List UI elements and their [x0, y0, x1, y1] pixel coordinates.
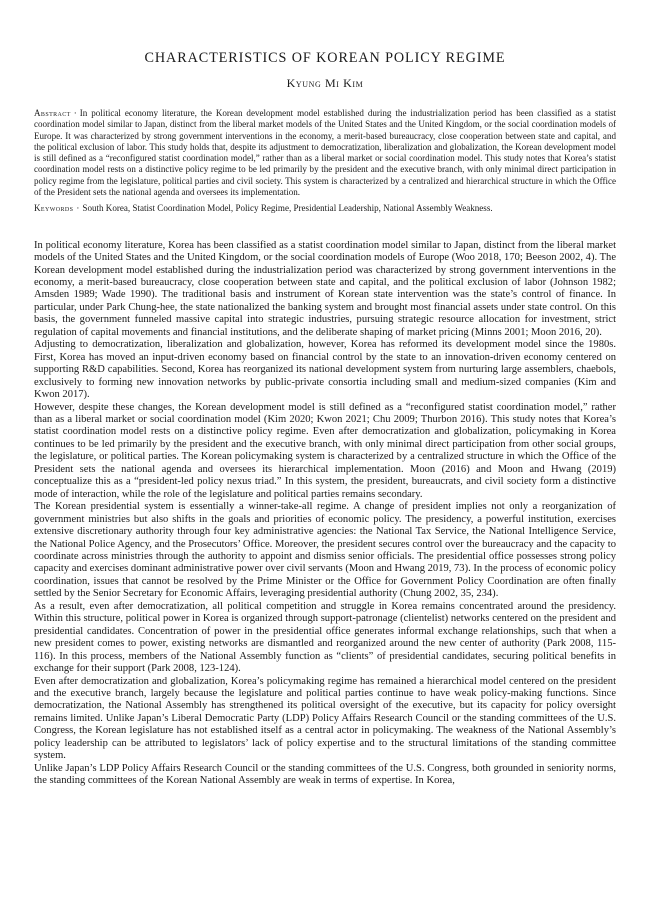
keywords-separator: · [76, 203, 80, 214]
abstract [34, 108, 616, 198]
body-paragraph: However, despite these changes, the Korean development model is still defined as a “reconfigured statist coordination model,” rather than as a liberal market or social coordination model (Kim 2020; Kwon 2021; Chu 2009; Thurbon 2016). This study notes that Korea’s statist coordination model rests on a distinctive policy regime. Even after democratization and globalization, policymaking in Korea continues to be led primarily by the president and the executive branch, with only minimal direct participation from other social groups, the legislature, or political parties. The Korean policymaking system is characterized by a centralized structure in which the Office of the President sets the national agenda and oversees its hierarchical implementation. Moon (2016) and Moon and Hwang (2019) conceptualize this as a “president-led policy nexus triad.” In this system, the president, bureaucrats, and civil society form a distinctive mode of interaction, while the role of the legislature and political parties remains secondary. [34, 401, 616, 500]
body-paragraph: As a result, even after democratization, all political competition and struggle in Korea remains concentrated around the presidency. Within this structure, political power in Korea is organized through support-patronage (clientelist) networks centered on the president and presidential candidates. Concentration of power in the presidential office generates informal exchange relationships, such that when a new president comes to power, existing networks are dismantled and reorganized around the new center of authority (Park 2008, 115-116). In this process, members of the National Assembly function as “clients” of presidential candidates, securing political benefits in exchange for their support (Park 2008, 123-124). [34, 600, 616, 675]
body-paragraph: Even after democratization and globalization, Korea’s policymaking regime has remained a hierarchical model centered on the president and the executive branch, largely because the legislature and political parties continue to have weak policy-making functions. Since democratization, the National Assembly has strengthened its political oversight of the executive, but its capacity for policy oversight remains limited. Unlike Japan’s Liberal Democratic Party (LDP) Policy Affairs Research Council or the standing committees of the U.S. Congress, the Korean legislature has not established itself as a central actor in policymaking. The weakness of the National Assembly’s policy leadership can be attributed to legislators’ lack of policy expertise and to the structural limitations of the standing committee system. [34, 675, 616, 762]
keywords [34, 203, 616, 214]
keywords-label: Keywords [34, 203, 74, 214]
body-text [34, 240, 616, 788]
body-paragraph: The Korean presidential system is essentially a winner-take-all regime. A change of president implies not only a reorganization of government ministries but also shifts in the goals and priorities of economic policy. The presidency, a powerful institution, exercises extensive discretionary authority through four key administrative agencies: the National Tax Service, the National Intelligence Service, the National Police Agency, and the Prosecutors’ Office. Moreover, the president secures control over the bureaucracy and the capacity to coordinate across ministries through the authority to appoint and dismiss senior officials. The presidential office possesses strong policy capacity and exercises dominant administrative power over civil servants (Moon and Hwang 2019, 73). In the process of economic policy coordination, issues that cannot be resolved by the Prime Minister or the Office for Government Policy Coordination are often finally settled by the Senior Secretary for Economic Affairs, leveraging presidential authority (Chung 2002, 35, 234). [34, 501, 616, 600]
paper-title: CHARACTERISTICS OF KOREAN POLICY REGIME [144, 50, 506, 66]
body-paragraph: Unlike Japan’s LDP Policy Affairs Research Council or the standing committees of the U.S. Congress, both grounded in seniority norms, the standing committees of the Korean National Assembly are weak in terms of expertise. In Korea, [34, 762, 616, 787]
abstract-label: Abstract [34, 108, 71, 118]
body-paragraph: Adjusting to democratization, liberalization and globalization, however, Korea has reformed its development model since the 1980s. First, Korea has moved an input-driven economy based on financial control by the state to an innovation-driven economy centered on supporting R&D capabilities. Second, Korea has reorganized its national development system from nurturing large assemblers, chaebols, exclusively to forming new innovation networks by public-private consortia including small and medium-sized companies (Kim and Kwon 2017). [34, 339, 616, 401]
keywords-text: South Korea, Statist Coordination Model, Policy Regime, Presidential Leadership, National Assembly Weakness. [82, 203, 493, 214]
author-name: Kyung Mi Kim [286, 76, 364, 90]
abstract-text: In political economy literature, the Korean development model established during the industrialization period has been classified as a statist coordination model similar to Japan, distinct from the liberal market models of the United States and the United Kingdom, or the social coordination models of Europe. It was characterized by strong government interventions in the economy, a merit-based bureaucracy, close cooperation between state and capital, and the political exclusion of labor. This study holds that, despite its adjustment to democratization, liberalization and globalization, the Korean development model is still defined as a “reconfigured statist coordination model,” rather than as a liberal market or social coordination model. This study notes that Korea’s statist coordination model rests on a distinctive policy regime to be led primarily by the president and the executive branch, with only minimal direct participation in policy regime from the legislature, political parties and civil society. This system is characterized by a centralized and hierarchical structure in which the Office of the President sets the national agenda and oversees its implementation. [34, 108, 616, 198]
body-paragraph: In political economy literature, Korea has been classified as a statist coordination model similar to Japan, distinct from the liberal market models of the United States and the United Kingdom, or the social coordination models of Europe (Woo 2018, 170; Beeson 2002, 4). The Korean development model established during the industrialization period was characterized by strong government interventions in the economy, a merit-based bureaucracy, close cooperation between state and capital, and the political exclusion of labor (Johnson 1982; Amsden 1989; Wade 1990). The traditional basis and instrument of Korean state intervention was the state’s control of finance. In particular, under Park Chung-hee, the state nationalized the banking system and brought most financial assets under state control. On this basis, the government funneled massive capital into strategic industries, pursuing strategic resource allocation for investment, strict regulation of capital movements and financial institutions, and the deliberate shaping of market pricing (Minns 2001; Moon 2016, 20). [34, 239, 616, 338]
abstract-separator: · [73, 108, 77, 118]
